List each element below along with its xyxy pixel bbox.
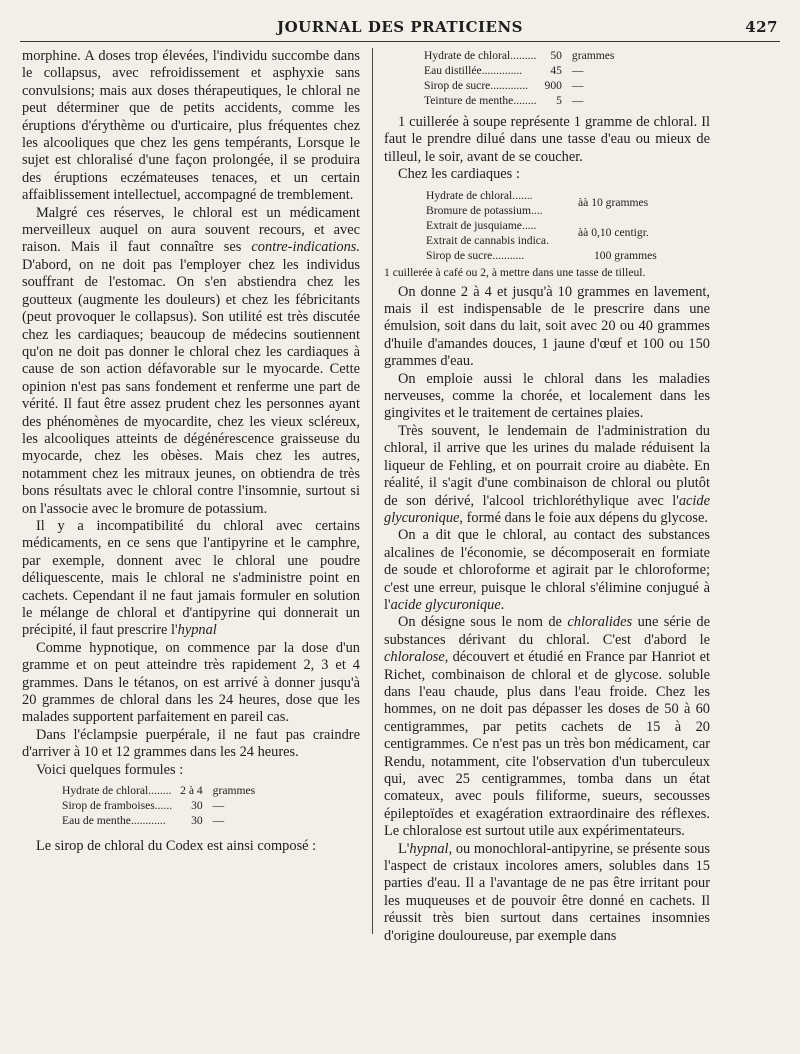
formula-row: Extrait de cannabis indica. àà 0,10 centigr.	[426, 225, 649, 247]
paragraph: Le sirop de chloral du Codex est ainsi composé :	[36, 838, 317, 855]
formula-row: Sirop de sucre........... 100 grammes	[426, 248, 657, 262]
paragraph: L'hypnal, ou monochloral-antipyrine, se présente sous l'aspect de cristaux incolores amers, solubles dans 15 parties d'eau. Il a l'avantage de ne pas être irritant pour les muqueuses et de pouvoir être donné en cachets. Il réussit très bien surtout dans certaines insomnies d'origine douloureuse, par exemple dans	[384, 840, 710, 944]
paragraph: Comme hypnotique, on commence par la dose d'un gramme et on peut atteindre très rapidement 2, 3 et 4 grammes. Dans le tétanos, on est arrivé à donner jusqu'à 20 grammes de chloral dans les 24 heures, dose que les malades supportent parfaitement en pareil cas.	[22, 639, 360, 726]
paragraph: Voici quelques formules :	[36, 761, 184, 778]
paragraph: Il y a incompatibilité du chloral avec certains médicaments, en ce sens que l'antipyrine et le camphre, par exemple, donnent avec le chloral une poudre déliquescente, mais le chloral ne s'administre point en cachets. Cependant il ne faut jamais formuler en solution le mélange de chloral et d'antipyrine qui donnerait un précipité, il faut prescrire l'hypnal	[22, 517, 360, 639]
paragraph: On a dit que le chloral, au contact des substances alcalines de l'économie, se décomposerait en formiate de soude et chloroforme et agirait par le chloroforme; c'est une erreur, puisque le chloral s'élimine conjugué à l'acide glycuronique.	[384, 527, 710, 613]
paragraph: Très souvent, le lendemain de l'administration du chloral, il arrive que les urines du malade réduisent la liqueur de Fehling, et on pourrait croire au diabète. En réalité, il s'agit d'une combinaison de chloral ou plutôt de son dérivé, l'alcool trichloréthylique avec l'acide glycuronique, formé dans le foie aux dépens du glycose.	[384, 422, 710, 526]
table-row: Sirop de framboises...... 30 —	[62, 799, 225, 813]
table-row: Teinture de menthe........ 5 —	[424, 94, 584, 107]
cardiac-formula	[426, 188, 710, 263]
journal-title: JOURNAL DES PRATICIENS	[277, 18, 523, 36]
table-row: Eau distillée.............. 45 —	[424, 64, 584, 77]
table-row: Eau de menthe............ 30 —	[62, 814, 225, 828]
table-row: Hydrate de chloral........ 2 à 4 grammes	[62, 784, 256, 798]
page-number: 427	[745, 18, 778, 36]
paragraph: On donne 2 à 4 et jusqu'à 10 grammes en lavement, mais il est indispensable de le prescrire dans une émulsion, soit dans du lait, soit avec 20 ou 40 grammes d'huile d'amandes douces, 1 jaune d'œuf et 100 ou 150 grammes d'eau.	[384, 283, 710, 370]
right-column	[384, 48, 710, 945]
formula-row: Hydrate de chloral.......	[426, 188, 533, 202]
formula-table	[62, 783, 255, 828]
formula-row: Extrait de jusquiame.....	[426, 218, 537, 232]
paragraph: Malgré ces réserves, le chloral est un médicament merveilleux auquel on aura souvent recours, et avec raison. Mais il faut connaître ses contre-indications. D'abord, on ne doit pas l'employer chez les individus souffrant de l'estomac. On s'en abstiendra chez les goutteux (augmente les douleurs) et chez les fébricitants (peut provoquer le collapsus). Son utilité est très discutée chez les cardiaques; beaucoup de médecins soutiennent qu'on ne doit pas donner le chloral chez les cardiaques à cause de son action défavorable sur le myocarde. Cette opinion n'est pas sans fondement et renferme une part de vérité. Il faut être assez prudent chez les personnes ayant des phénomènes de myocardite, chez les vieux scléreux, les alcooliques atteints de dégénérescence graisseuse du myocarde, chez les obèses. Mais chez les autres, notamment chez les mitraux jeunes, on obtiendra de très bons résultats avec le chloral contre l'insomnie, surtout si on l'associe avec le bromure de potassium.	[22, 204, 360, 517]
table-row: Sirop de sucre............. 900 —	[424, 79, 584, 92]
paragraph: morphine. A doses trop élevées, l'individu succombe dans le collapsus, avec refroidissement et asphyxie sans convulsions; mais aux doses thérapeutiques, le chloral ne peut déterminer que de petits accidents, comme les éruptions d'érythème ou d'urticaire, plus fréquentes chez les alcooliques que chez les gens tempérants, Lorsque le sujet est chloralisé d'une façon prolongée, il se produira des éruptions eczémateuses tenaces, et un certain affaiblissement intellectuel, accompagné de tremblement.	[22, 48, 360, 204]
formula-table	[424, 48, 614, 108]
paragraph: Chez les cardiaques :	[398, 166, 520, 183]
header-rule	[20, 41, 780, 42]
left-column	[22, 48, 360, 855]
paragraph: On désigne sous le nom de chloralides une série de substances dérivant du chloral. C'est d'abord le chloralose, découvert et étudié en France par Hanriot et Richet, combinaison de chloral et de glycose. soluble dans l'eau chaude, plus dans l'eau froide. Chez les hommes, on ne doit pas dépasser les doses de 50 à 60 centigrammes, par petits cachets de 15 à 20 centigrammes. Ce n'est pas un très bon médicament, car Rendu, notamment, cite l'observation d'un tuberculeux qui, avec 25 centigrammes, tomba dans un état comateux, avec pouls filiforme, sueurs, secousses épileptoïdes et exagération extraordinaire des réflexes. Le chloralose est surtout utile aux expérimentateurs.	[384, 614, 710, 840]
paragraph: 1 cuillerée à soupe représente 1 gramme de chloral. Il faut le prendre dilué dans une tasse d'eau ou mieux de tilleul, le soir, avant de se coucher.	[384, 114, 710, 165]
formula-note: 1 cuillerée à café ou 2, à mettre dans une tasse de tilleul.	[384, 265, 646, 279]
column-divider	[372, 48, 373, 934]
page-header	[22, 14, 778, 40]
paragraph: Dans l'éclampsie puerpérale, il ne faut pas craindre d'arriver à 10 et 12 grammes dans les 24 heures.	[22, 726, 360, 761]
paragraph: On emploie aussi le chloral dans les maladies nerveuses, comme la chorée, et localement dans les gingivites et le traitement de certaines plaies.	[384, 370, 710, 422]
table-row: Hydrate de chloral......... 50 grammes	[424, 49, 615, 62]
formula-row: Bromure de potassium.... àà 10 grammes	[426, 195, 649, 217]
